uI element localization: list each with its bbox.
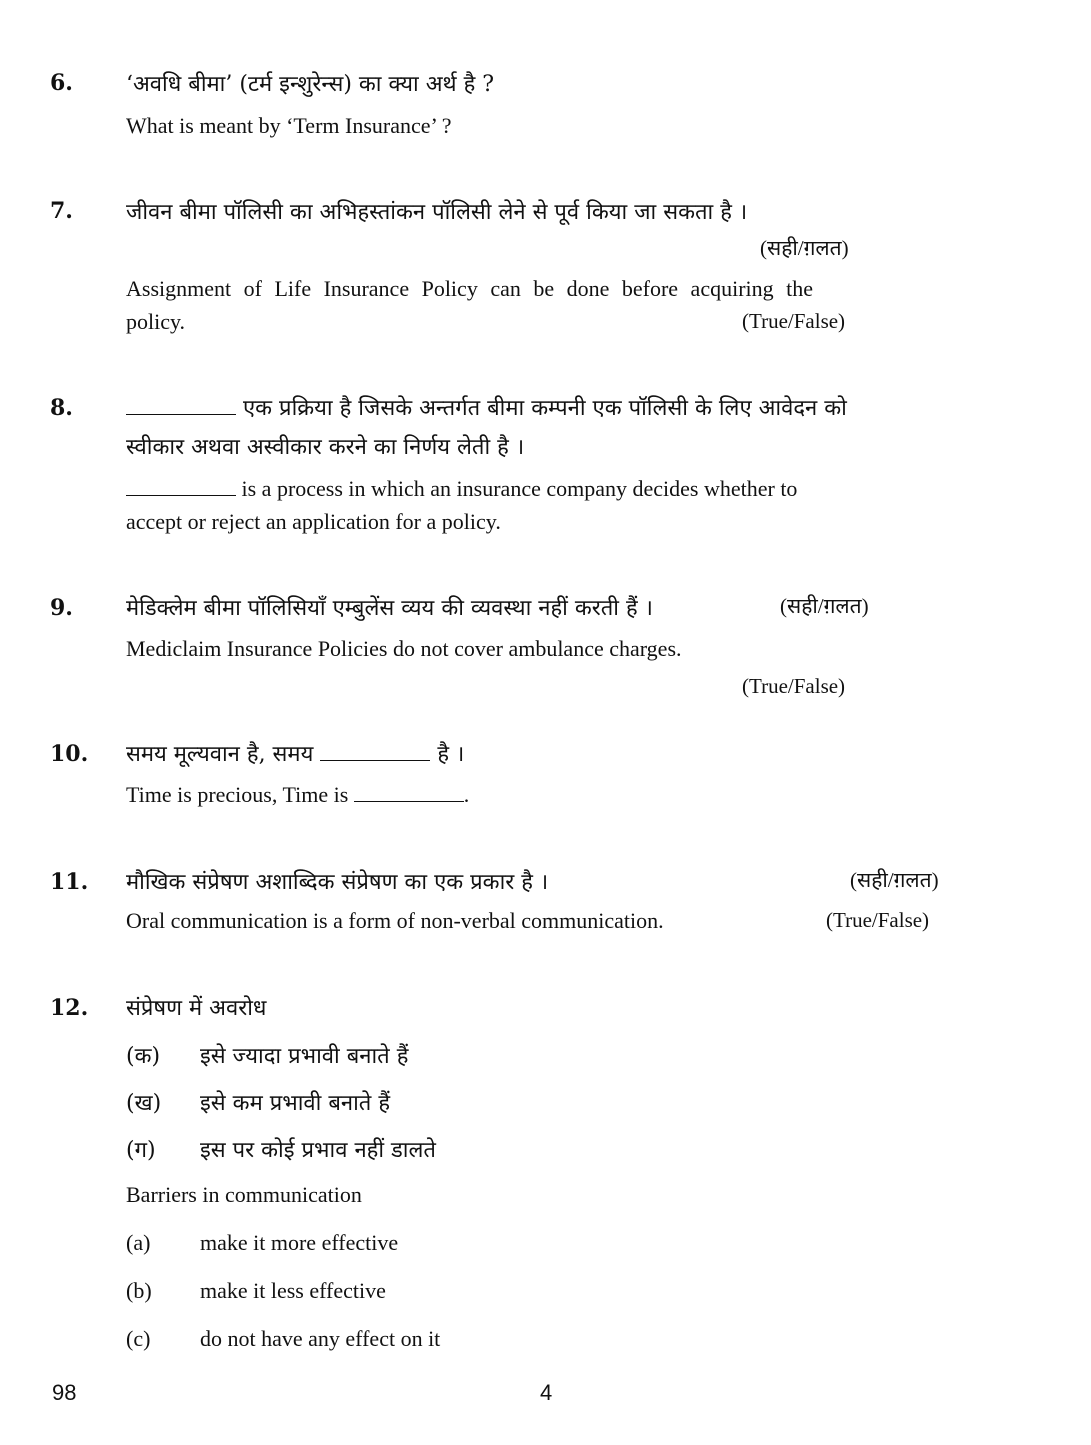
answer-type-hindi: (सही/ग़लत) [850, 868, 939, 892]
option-text: इसे कम प्रभावी बनाते हैं [200, 1091, 391, 1116]
option-text: make it less effective [200, 1278, 386, 1303]
option-label: (ग) [126, 1138, 156, 1163]
question-text-english: Time is precious, Time is . [126, 782, 470, 807]
fill-in-blank [126, 477, 236, 496]
answer-type-english: (True/False) [742, 674, 846, 698]
answer-type-hindi: (सही/ग़लत) [760, 236, 849, 260]
option-text: इसे ज्यादा प्रभावी बनाते हैं [200, 1044, 409, 1069]
answer-type-english: (True/False) [742, 309, 846, 333]
fill-in-blank [320, 742, 430, 761]
option-text: make it more effective [200, 1230, 399, 1255]
question-number: 11. [50, 869, 89, 895]
fill-in-blank [354, 783, 464, 802]
question-number: 6. [50, 70, 73, 96]
question-number: 9. [50, 595, 73, 621]
option-label: (ख) [126, 1091, 162, 1116]
question-text-english: Oral communication is a form of non-verbal communication. [126, 908, 664, 933]
option-label: (a) [126, 1230, 151, 1255]
question-number: 12. [50, 995, 89, 1021]
question-text-english-line2: accept or reject an application for a policy. [126, 509, 501, 534]
question-text-hindi-line1: एक प्रक्रिया है जिसके अन्तर्गत बीमा कम्पनी एक पॉलिसी के लिए आवेदन को [126, 392, 847, 422]
question-text-english: Barriers in communication [126, 1182, 362, 1207]
paper-code: 98 [52, 1380, 77, 1405]
question-text-english-line1: Assignment of Life Insurance Policy can be done before acquiring the [126, 276, 814, 301]
question-text-hindi: समय मूल्यवान है, समय है । [126, 742, 465, 767]
option-label: (क) [126, 1044, 161, 1069]
answer-type-hindi: (सही/ग़लत) [780, 594, 869, 618]
option-text: do not have any effect on it [200, 1326, 441, 1351]
question-text-english-line1: is a process in which an insurance company decides whether to [126, 476, 797, 502]
question-text-english: Mediclaim Insurance Policies do not cover ambulance charges. [126, 636, 682, 661]
option-label: (b) [126, 1278, 152, 1303]
question-text-hindi: जीवन बीमा पॉलिसी का अभिहस्तांकन पॉलिसी लेने से पूर्व किया जा सकता है । [126, 200, 748, 225]
question-text-hindi: मौखिक संप्रेषण अशाब्दिक संप्रेषण का एक प्रकार है । [126, 870, 549, 895]
question-number: 10. [50, 741, 89, 767]
question-text-english-line2: policy. [126, 309, 186, 334]
question-text-hindi-line2: स्वीकार अथवा अस्वीकार करने का निर्णय लेती है । [126, 435, 525, 460]
question-text-hindi: ‘अवधि बीमा’ (टर्म इन्शुरेन्स) का क्या अर्थ है ? [126, 72, 495, 97]
option-text: इस पर कोई प्रभाव नहीं डालते [200, 1138, 436, 1163]
option-label: (c) [126, 1326, 151, 1351]
question-text-hindi: मेडिक्लेम बीमा पॉलिसियाँ एम्बुलेंस व्यय की व्यवस्था नहीं करती हैं । [126, 596, 654, 621]
page-number: 4 [540, 1380, 553, 1405]
fill-in-blank [126, 396, 236, 415]
question-number: 7. [50, 198, 73, 224]
question-number: 8. [50, 395, 73, 421]
answer-type-english: (True/False) [826, 908, 930, 932]
question-text-english: What is meant by ‘Term Insurance’ ? [126, 113, 452, 138]
question-text-hindi: संप्रेषण में अवरोध [126, 996, 267, 1021]
